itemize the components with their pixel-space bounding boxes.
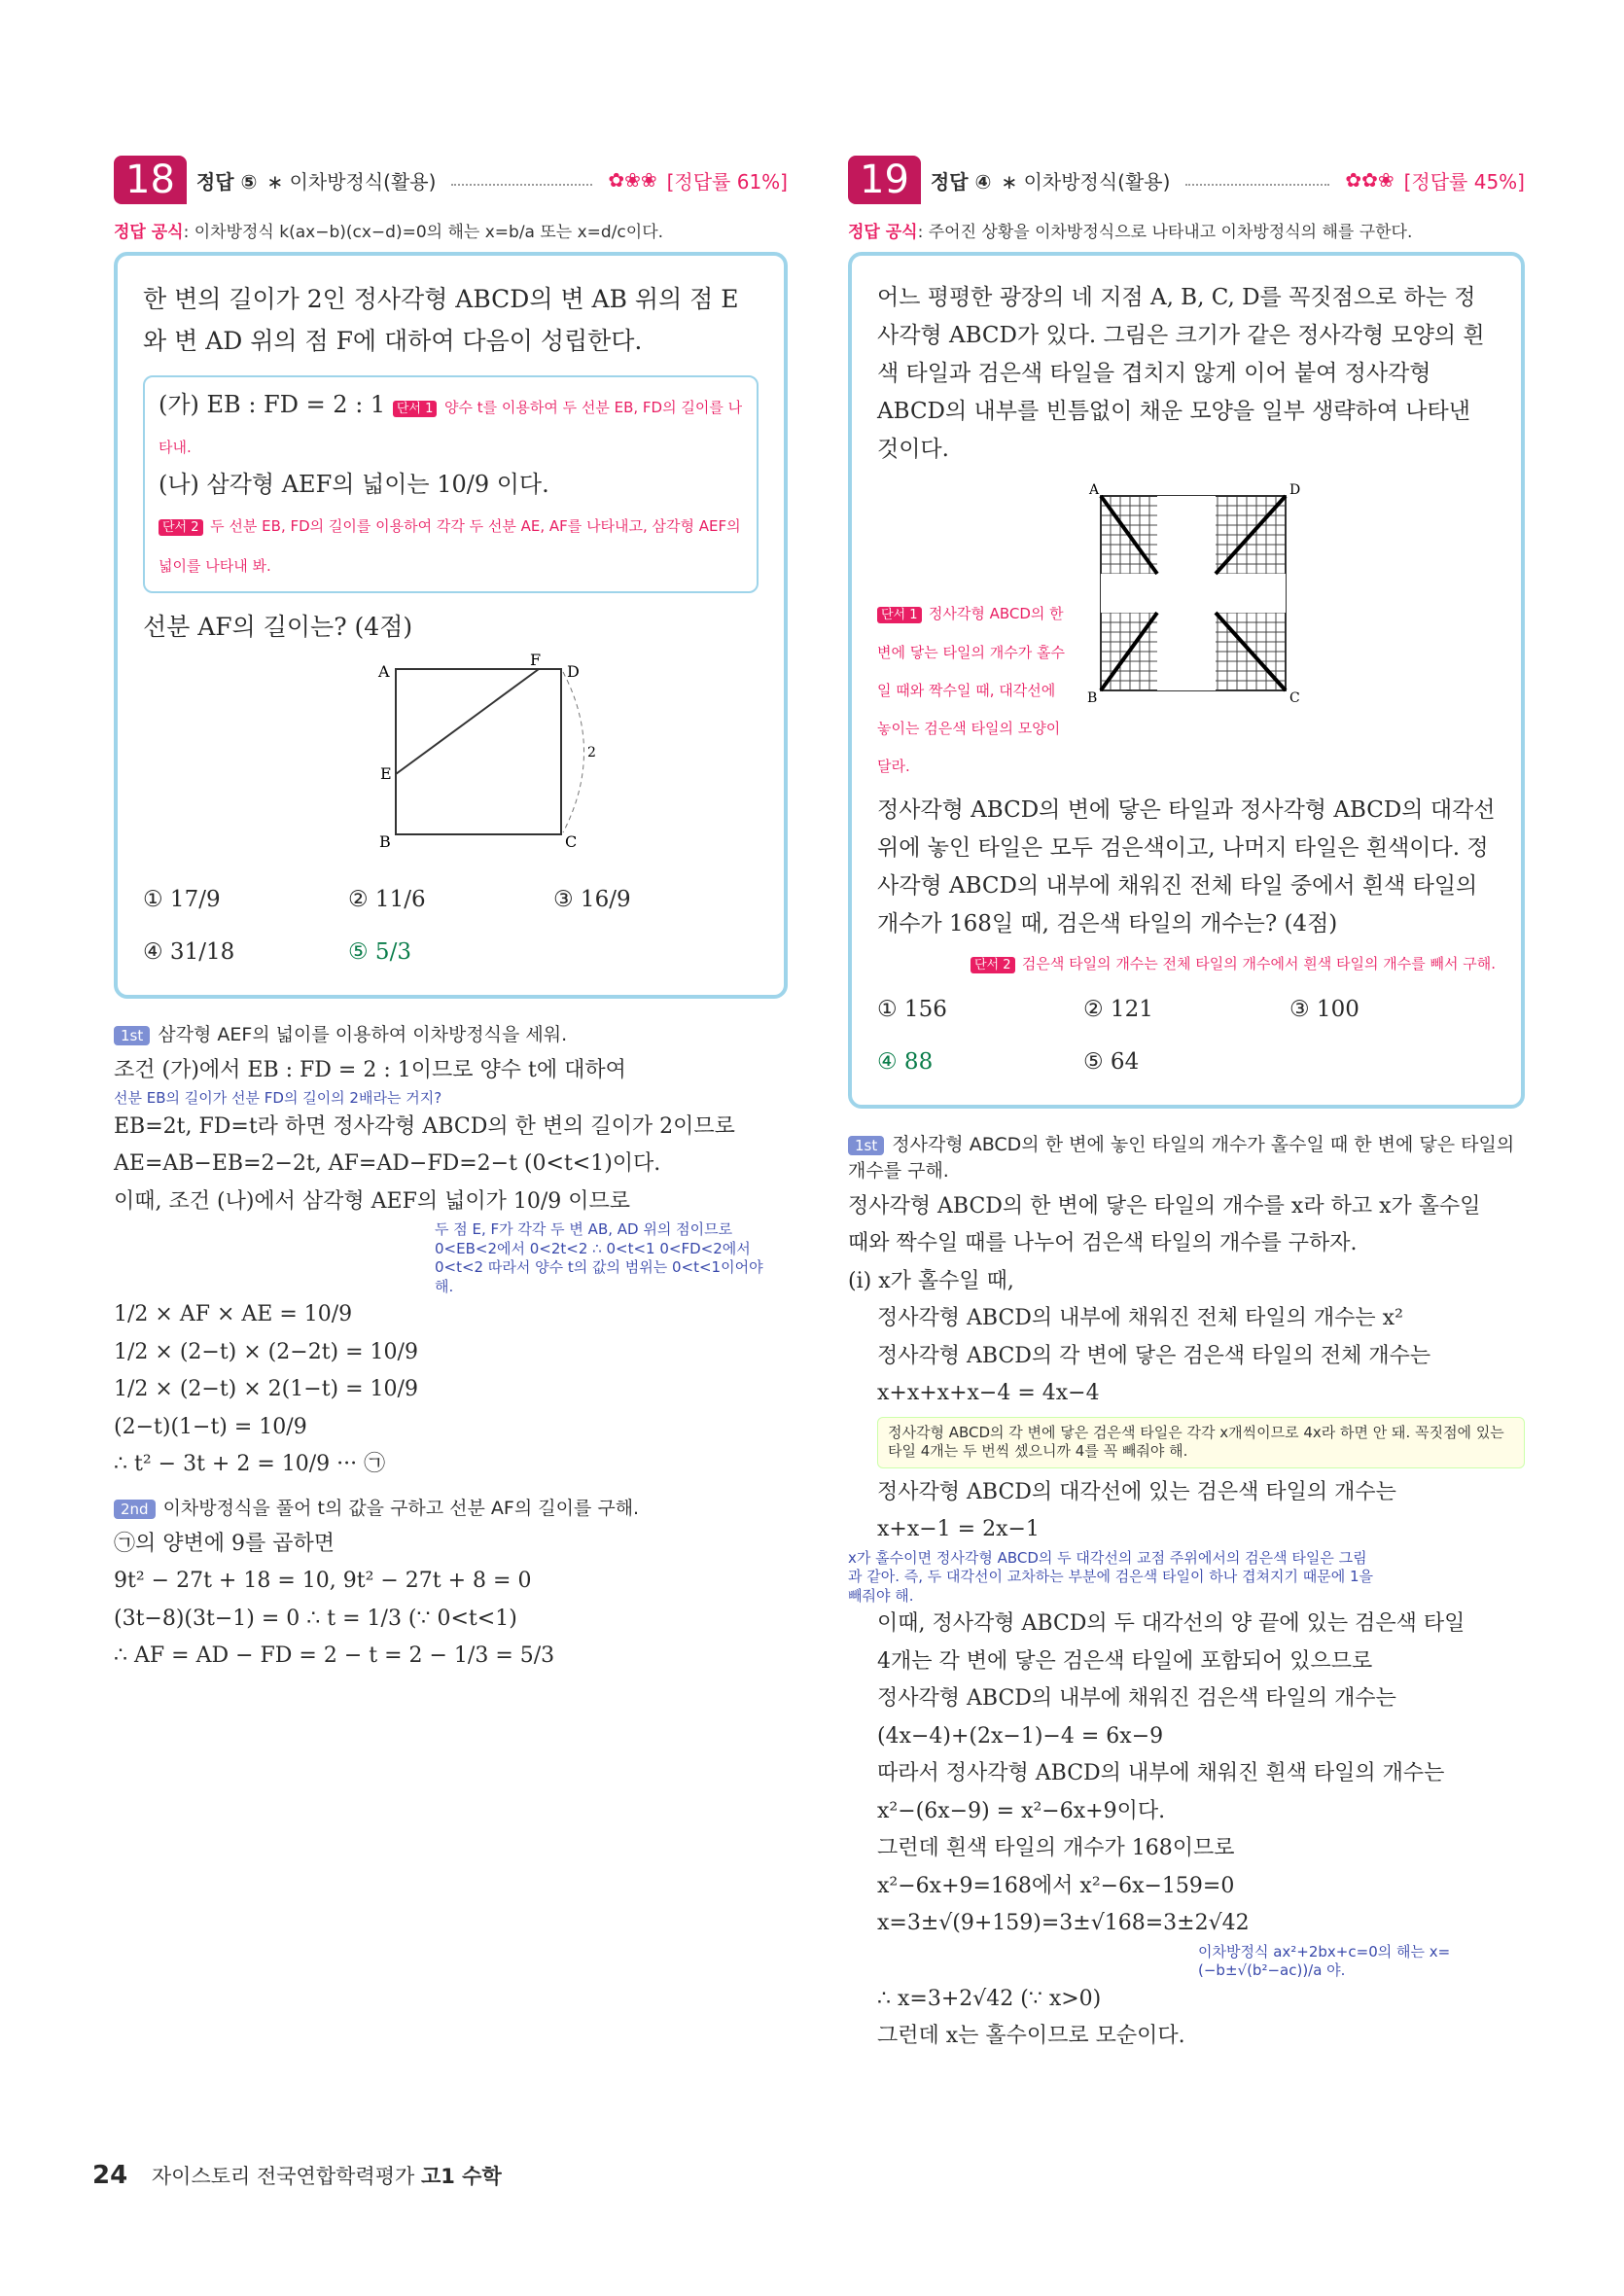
q18-solution-2 [114, 1526, 788, 1676]
sol-line: (3t−8)(3t−1) = 0 ∴ t = 1/3 (∵ 0<t<1) [114, 1606, 517, 1631]
step-tag: 1st [114, 1026, 150, 1045]
cond1: (가) EB : FD = 2 : 1 [159, 391, 386, 418]
q19-tip1 [877, 593, 1072, 783]
q18-column [114, 156, 788, 1676]
sol-line: 4개는 각 변에 닿은 검은색 타일에 포함되어 있으므로 [877, 1648, 1373, 1674]
label-b: B [1087, 690, 1098, 707]
sol-line: ㉠의 양변에 9를 곱하면 [114, 1531, 335, 1556]
step-tag: 1st [848, 1136, 884, 1155]
sol-line: x+x+x+x−4 = 4x−4 [877, 1381, 1100, 1406]
q18-rate: [정답률 61%] [666, 169, 788, 194]
choice-4[interactable]: ④ 31/18 [143, 938, 235, 965]
q19-problem-intro: 어느 평평한 광장의 네 지점 A, B, C, D를 꼭짓점으로 하는 정사각형 ABCD가 있다. 그림은 크기가 같은 정사각형 모양의 흰색 타일과 검은색 타일을 겹치지 않게 이어 붙여 정사각형 ABCD의 내부를 빈틈없이 채운 모양을 일부 생략하여 나타낸 것이다. [877, 285, 1485, 463]
choice-3[interactable]: ③ 16/9 [553, 887, 631, 913]
choice-2[interactable]: ② 121 [1083, 997, 1153, 1023]
choice-4[interactable]: ④ 88 [877, 1048, 934, 1075]
sol-line: 이때, 정사각형 ABCD의 두 대각선의 양 끝에 있는 검은색 타일 [877, 1611, 1465, 1637]
label-c: C [565, 832, 578, 852]
sol-line: (2−t)(1−t) = 10/9 [114, 1414, 307, 1439]
q18-problem: 한 변의 길이가 2인 정사각형 ABCD의 변 AB 위의 점 E와 변 AD 위의 점 F에 대하여 다음이 성립한다. [143, 285, 739, 355]
label-b: B [379, 832, 391, 852]
q19-problem-box [848, 252, 1525, 1109]
sol-line: 1/2 × (2−t) × (2−2t) = 10/9 [114, 1339, 418, 1364]
sol-line: 그런데 흰색 타일의 개수가 168이므로 [877, 1836, 1235, 1861]
book-title: 자이스토리 전국연합학력평가 [151, 2165, 415, 2188]
q18-step1 [114, 1020, 788, 1046]
choice-5[interactable]: ⑤ 64 [1083, 1048, 1140, 1075]
choice-5[interactable]: ⑤ 5/3 [348, 938, 411, 965]
q19-step1 [848, 1130, 1525, 1183]
sol-line: 정사각형 ABCD의 대각선에 있는 검은색 타일의 개수는 [877, 1479, 1396, 1504]
q18-answer: 정답 ⑤ [195, 169, 258, 194]
q18-problem-box [114, 252, 788, 999]
q19-column [848, 156, 1525, 2056]
formula-text: : 주어진 상황을 이차방정식으로 나타내고 이차방정식의 해를 구한다. [917, 223, 1413, 242]
sol-line: 정사각형 ABCD의 각 변에 닿은 검은색 타일의 전체 개수는 [877, 1343, 1431, 1368]
step-text: 삼각형 AEF의 넓이를 이용하여 이차방정식을 세워. [158, 1023, 568, 1045]
q19-difficulty-stars: ✿✿❀ [1345, 168, 1395, 192]
q18-choices [143, 881, 759, 971]
sol-line: 이때, 조건 (나)에서 삼각형 AEF의 넓이가 10/9 이므로 [114, 1188, 631, 1214]
tip-tag: 단서 1 [393, 401, 438, 417]
page-footer [92, 2161, 502, 2190]
sol-line: x²−(6x−9) = x²−6x+9이다. [877, 1798, 1166, 1823]
q19-solution [848, 1188, 1525, 2056]
step-text: 정사각형 ABCD의 한 변에 놓인 타일의 개수가 홀수일 때 한 변에 닿은 타일의 개수를 구해. [848, 1133, 1515, 1182]
divider [1185, 174, 1329, 186]
q19-problem-main: 정사각형 ABCD의 변에 닿은 타일과 정사각형 ABCD의 대각선 위에 놓인 타일은 모두 검은색이고, 나머지 타일은 흰색이다. 정사각형 ABCD의 내부에 채워진 전체 타일 중에서 흰색 타일의 개수가 168일 때, 검은색 타일의 개수는? (4점) [877, 796, 1496, 937]
label-side: 2 [587, 745, 596, 761]
sol-line: EB=2t, FD=t라 하면 정사각형 ABCD의 한 변의 길이가 2이므로 [114, 1113, 735, 1139]
sol-line: 9t² − 27t + 18 = 10, 9t² − 27t + 8 = 0 [114, 1569, 532, 1594]
label-a: A [1089, 482, 1100, 499]
sol-line: AE=AB−EB=2−2t, AF=AD−FD=2−t (0<t<1)이다. [114, 1151, 661, 1177]
divider [451, 174, 592, 186]
q18-conditions [143, 375, 759, 593]
sol-line: 조건 (가)에서 EB : FD = 2 : 1이므로 양수 t에 대하여 [114, 1057, 626, 1082]
grade-label: 고1 수학 [420, 2165, 502, 2188]
note: x가 홀수이면 정사각형 ABCD의 두 대각선의 교점 주위에서의 검은색 타일은 그림과 같아. 즉, 두 대각선이 교차하는 부분에 검은색 타일이 하나 겹쳐지기 때문에 1을 빼줘야 해. [848, 1548, 1373, 1605]
tip-text: 정사각형 ABCD의 한 변에 닿는 타일의 개수가 홀수일 때와 짝수일 때, 대각선에 놓이는 검은색 타일의 모양이 달라. [877, 605, 1065, 775]
q19-tile-figure [1081, 477, 1305, 710]
sol-line: x=3±√(9+159)=3±√168=3±2√42 [877, 1911, 1250, 1936]
page-number: 24 [92, 2161, 128, 2190]
sol-line: ∴ t² − 3t + 2 = 10/9 ··· ㉠ [114, 1452, 386, 1477]
q18-question: 선분 AF의 길이는? (4점) [143, 612, 413, 641]
sol-line: x+x−1 = 2x−1 [877, 1517, 1040, 1542]
tip-text: 양수 t를 이용하여 두 선분 EB, FD의 길이를 나타내. [159, 399, 743, 456]
sol-line: (i) x가 홀수일 때, [848, 1268, 1014, 1293]
q18-header [114, 156, 788, 204]
tip-tag: 단서 2 [971, 957, 1015, 973]
q19-header [848, 156, 1525, 204]
label-e: E [380, 764, 392, 784]
choice-2[interactable]: ② 11/6 [348, 887, 426, 913]
choice-1[interactable]: ① 156 [877, 997, 947, 1023]
q18-topic: ∗ 이차방정식(활용) [266, 169, 437, 194]
cond2: (나) 삼각형 AEF의 넓이는 10/9 이다. [159, 470, 549, 498]
label-f: F [530, 651, 542, 670]
tip-tag: 단서 1 [877, 607, 922, 623]
q18-step2 [114, 1494, 788, 1520]
sol-line: 1/2 × (2−t) × 2(1−t) = 10/9 [114, 1377, 418, 1402]
q19-rate: [정답률 45%] [1403, 169, 1525, 194]
sol-line: ∴ x=3+2√42 (∵ x>0) [877, 1986, 1102, 2011]
q18-number: 18 [114, 156, 187, 204]
tip-text: 두 선분 EB, FD의 길이를 이용하여 각각 두 선분 AE, AF를 나타내고, 삼각형 AEF의 넓이를 나타내 봐. [159, 517, 741, 576]
note: 이차방정식 ax²+2bx+c=0의 해는 x=(−b±√(b²−ac))/a 야. [1198, 1942, 1451, 1980]
sol-line: 그런데 x는 홀수이므로 모순이다. [877, 2024, 1185, 2049]
choice-1[interactable]: ① 17/9 [143, 887, 221, 913]
sol-line: 때와 짝수일 때를 나누어 검은색 타일의 개수를 구하자. [848, 1231, 1358, 1256]
sol-line: 정사각형 ABCD의 내부에 채워진 검은색 타일의 개수는 [877, 1686, 1396, 1712]
q18-solution-1 [114, 1052, 788, 1484]
choice-3[interactable]: ③ 100 [1289, 997, 1359, 1023]
sol-line: ∴ AF = AD − FD = 2 − t = 2 − 1/3 = 5/3 [114, 1643, 555, 1669]
step-tag: 2nd [114, 1500, 156, 1519]
label-c: C [1289, 690, 1300, 707]
tip-text: 검은색 타일의 개수는 전체 타일의 개수에서 흰색 타일의 개수를 빼서 구해. [1021, 955, 1496, 973]
sol-line: 정사각형 ABCD의 한 변에 닿은 타일의 개수를 x라 하고 x가 홀수일 [848, 1193, 1481, 1219]
sol-line: 따라서 정사각형 ABCD의 내부에 채워진 흰색 타일의 개수는 [877, 1761, 1445, 1786]
q19-answer: 정답 ④ [930, 169, 992, 194]
q19-figure-row [877, 477, 1496, 783]
q19-topic: ∗ 이차방정식(활용) [1001, 169, 1171, 194]
q19-number: 19 [848, 156, 921, 204]
label-a: A [378, 662, 390, 682]
note: 두 점 E, F가 각각 두 변 AB, AD 위의 점이므로 0<EB<2에서 0<2t<2 ∴ 0<t<1 0<FD<2에서 0<t<2 따라서 양수 t의 값의 범위는 0<t<1이어야 해. [435, 1220, 763, 1295]
q18-difficulty-stars: ✿❀❀ [608, 168, 657, 192]
q19-choices [877, 991, 1496, 1080]
label-d: D [1289, 482, 1301, 499]
sol-line: 1/2 × AF × AE = 10/9 [114, 1302, 353, 1327]
formula-text: : 이차방정식 k(ax−b)(cx−d)=0의 해는 x=b/a 또는 x=d/c이다. [183, 223, 664, 242]
q19-tipbox: 정사각형 ABCD의 각 변에 닿은 검은색 타일은 각각 x개씩이므로 4x라 하면 안 돼. 꼭짓점에 있는 타일 4개는 두 번씩 셌으니까 4를 꼭 빼줘야 해. [877, 1417, 1525, 1468]
q18-square-figure [143, 648, 765, 862]
tip-tag: 단서 2 [159, 519, 203, 536]
step-text: 이차방정식을 풀어 t의 값을 구하고 선분 AF의 길이를 구해. [162, 1497, 640, 1519]
label-d: D [567, 662, 580, 682]
formula-label: 정답 공식 [114, 223, 184, 242]
q18-formula [114, 218, 788, 242]
sol-line: 정사각형 ABCD의 내부에 채워진 전체 타일의 개수는 x² [877, 1306, 1403, 1331]
formula-label: 정답 공식 [848, 223, 918, 242]
sol-line: (4x−4)+(2x−1)−4 = 6x−9 [877, 1723, 1164, 1748]
q19-formula [848, 218, 1525, 242]
q19-tip2 [877, 943, 1496, 981]
sol-line: x²−6x+9=168에서 x²−6x−159=0 [877, 1873, 1235, 1898]
note: 선분 EB의 길이가 선분 FD의 길이의 2배라는 거지? [114, 1089, 442, 1108]
